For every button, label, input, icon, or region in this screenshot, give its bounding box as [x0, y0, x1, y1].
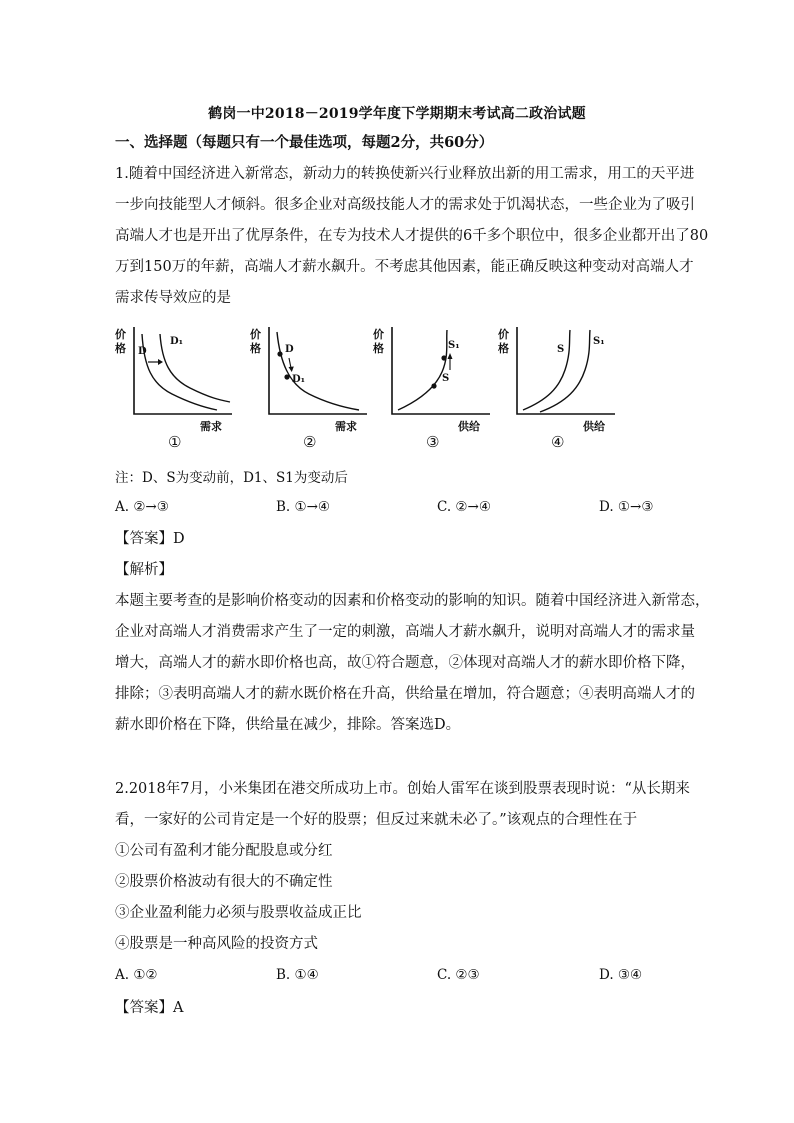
q2-answer: 【答案】A [115, 1000, 184, 1016]
q1-analysis-line-2: 企业对高端人才消费需求产生了一定的刺激，高端人才薪水飙升，说明对高端人才的需求量 [115, 624, 695, 640]
graph-2-point-d [277, 351, 282, 356]
graph-1 [112, 322, 232, 457]
graph-4-number: ④ [551, 433, 565, 451]
q2-item-2: ②股票价格波动有很大的不确定性 [115, 874, 333, 890]
q2-line-2: 看，一家好的公司肯定是一个好的股票；但反过来就未必了。”该观点的合理性在于 [115, 812, 638, 828]
graph-4-svg [495, 322, 615, 457]
graph-2-axes [269, 327, 367, 414]
graph-1-ylabel-1: 价 [115, 328, 126, 341]
q1-note: 注：D、S为变动前，D1、S1为变动后 [115, 470, 348, 486]
graph-4-label-s1: S₁ [593, 336, 605, 347]
page-title: 鹤岗一中2018－2019学年度下学期期末考试高二政治试题 [208, 106, 586, 122]
graph-3-arrowhead [448, 353, 453, 359]
graph-2-ylabel-1: 价 [250, 328, 261, 341]
graph-4 [495, 322, 615, 457]
q1-option-b: B. ①→④ [276, 499, 331, 515]
q1-graphs [112, 322, 632, 457]
graph-1-xlabel: 需求 [200, 420, 222, 433]
graph-3-point-s [431, 383, 436, 388]
graph-2-xlabel: 需求 [335, 420, 357, 433]
graph-2-label-d: D [285, 344, 294, 355]
graph-2 [247, 322, 367, 457]
section-heading: 一、选择题（每题只有一个最佳选项，每题2分，共60分） [115, 134, 494, 151]
graph-2-arrow [289, 358, 291, 368]
q1-line-2: 一步向技能型人才倾斜。很多企业对高级技能人才的需求处于饥渴状态，一些企业为了吸引 [115, 197, 695, 213]
graph-1-arrowhead [158, 359, 163, 365]
graph-3 [370, 322, 490, 457]
graph-3-ylabel-1: 价 [373, 328, 384, 341]
q2-option-c: C. ②③ [437, 967, 480, 983]
q1-analysis-line-1: 本题主要考查的是影响价格变动的因素和价格变动的影响的知识。随着中国经济进入新常态， [115, 593, 710, 609]
graph-3-number: ③ [426, 433, 440, 451]
graph-4-curve-s [523, 330, 570, 410]
q2-option-a: A. ①② [115, 967, 158, 983]
graph-2-svg [247, 322, 367, 457]
graph-2-point-d1 [284, 374, 289, 379]
graph-4-ylabel-1: 价 [498, 328, 509, 341]
graph-1-number: ① [168, 433, 182, 451]
graph-4-xlabel: 供给 [583, 420, 605, 433]
q1-line-1: 1.随着中国经济进入新常态，新动力的转换使新兴行业释放出新的用工需求，用工的天平进 [115, 166, 695, 182]
graph-1-label-d: D [138, 346, 147, 357]
q2-option-b: B. ①④ [276, 967, 319, 983]
q1-answer: 【答案】D [115, 531, 185, 547]
q1-analysis-line-3: 增大，高端人才的薪水即价格也高，故①符合题意，②体现对高端人才的薪水即价格下降， [115, 655, 695, 671]
q1-option-a: A. ②→③ [115, 499, 169, 515]
graph-1-ylabel-2: 格 [115, 342, 126, 355]
q2-line-1: 2.2018年7月，小米集团在港交所成功上市。创始人雷军在谈到股票表现时说：“从长期来 [115, 781, 690, 797]
q2-item-3: ③企业盈利能力必须与股票收益成正比 [115, 905, 362, 921]
q2-item-4: ④股票是一种高风险的投资方式 [115, 936, 318, 952]
q2-option-d: D. ③④ [599, 967, 643, 983]
graph-3-curve [398, 330, 450, 410]
q1-option-d: D. ①→③ [599, 499, 654, 515]
graph-3-label-s: S [442, 373, 450, 384]
graph-3-ylabel-2: 格 [373, 342, 384, 355]
q1-analysis-line-5: 薪水即价格在下降，供给量在减少，排除。答案选D。 [115, 717, 461, 733]
q1-line-4: 万到150万的年薪，高端人才薪水飙升。不考虑其他因素，能正确反映这种变动对高端人才 [115, 259, 694, 275]
q1-line-3: 高端人才也是开出了优厚条件，在专为技术人才提供的6千多个职位中，很多企业都开出了80 [115, 228, 709, 244]
q2-item-1: ①公司有盈利才能分配股息或分红 [115, 843, 333, 859]
graph-3-xlabel: 供给 [458, 420, 480, 433]
graph-2-arrowhead [289, 367, 294, 373]
q1-analysis-line-4: 排除；③表明高端人才的薪水既价格在升高，供给量在增加，符合题意；④表明高端人才的 [115, 686, 695, 702]
graph-2-label-d1: D₁ [292, 374, 306, 385]
graph-1-svg [112, 322, 232, 457]
graph-4-ylabel-2: 格 [498, 342, 509, 355]
q1-line-5: 需求传导效应的是 [115, 290, 231, 306]
graph-4-label-s: S [557, 344, 565, 355]
graph-2-ylabel-2: 格 [250, 342, 261, 355]
graph-3-axes [392, 327, 490, 414]
graph-1-label-d1: D₁ [170, 336, 184, 347]
graph-3-point-s1 [441, 355, 446, 360]
graph-2-number: ② [303, 433, 317, 451]
graph-3-label-s1: S₁ [448, 340, 460, 351]
graph-3-svg [370, 322, 490, 457]
q1-option-c: C. ②→④ [437, 499, 491, 515]
q1-analysis-heading: 【解析】 [115, 562, 173, 578]
